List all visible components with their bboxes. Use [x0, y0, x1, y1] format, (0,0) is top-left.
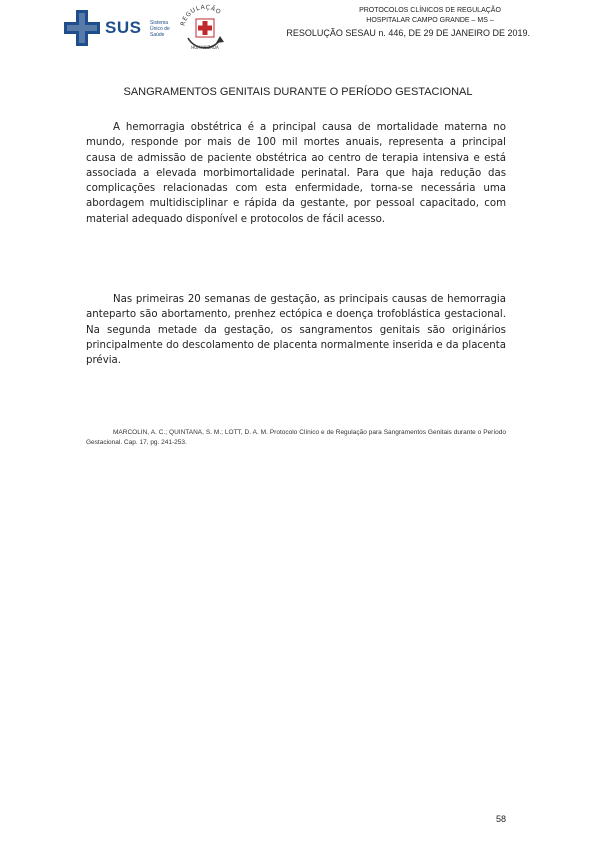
header-text-block	[250, 6, 530, 39]
sus-cross-icon	[62, 8, 102, 48]
regulacao-emblem-icon	[176, 2, 234, 54]
resolution-line: RESOLUÇÃO SESAU n. 446, DE 29 DE JANEIRO DE 2019.	[286, 28, 530, 38]
sus-logo-subtitle: Sistema Único de Saúde	[150, 20, 170, 38]
paragraph-1: A hemorragia obstétrica é a principal causa de mortalidade materna no mundo, responde por mais de 100 mil mortes anuais, representa a principal causa de admissão de paciente obstétrica ao centro de terapia intensiva e está associada a elevada morbimortalidade perinatal. Para que haja redução das complicações relacionadas com esta enfermidade, torna-se necessária uma abordagem multidisciplinar e rápida da gestante, por pessoal capacitado, com material adequado disponível e protocolos de fácil acesso.	[86, 122, 506, 225]
sus-logo	[62, 8, 172, 48]
paragraph-2: Nas primeiras 20 semanas de gestação, as principais causas de hemorragia anteparto são abortamento, prenhez ectópica e doença trofoblástica gestacional. Na segunda metade da gestação, os sangramentos genitais são originários principalmente do descolamento de placenta normalmente inserida e da placenta prévia.	[86, 294, 506, 367]
regulacao-logo-text: REGULAÇÃO	[179, 3, 223, 27]
page-number: 58	[496, 814, 507, 824]
regulacao-logo	[176, 2, 234, 54]
protocol-line-1: PROTOCOLOS CLÍNICOS DE REGULAÇÃO	[359, 7, 501, 14]
document-title: SANGRAMENTOS GENITAIS DURANTE O PERÍODO GESTACIONAL	[123, 86, 473, 98]
reference-citation: MARCOLIN, A. C.; QUINTANA, S. M.; LOTT, D. A. M. Protocolo Clínico e de Regulação para Sangramentos Genitais durante o Período Gestacional. Cap. 17, pg. 241-253.	[86, 429, 506, 446]
sus-logo-text: SUS	[105, 18, 142, 37]
protocol-line-2: HOSPITALAR CAMPO GRANDE – MS –	[366, 17, 494, 24]
regulacao-logo-bottom-text: HUMANIZADA	[191, 45, 219, 50]
